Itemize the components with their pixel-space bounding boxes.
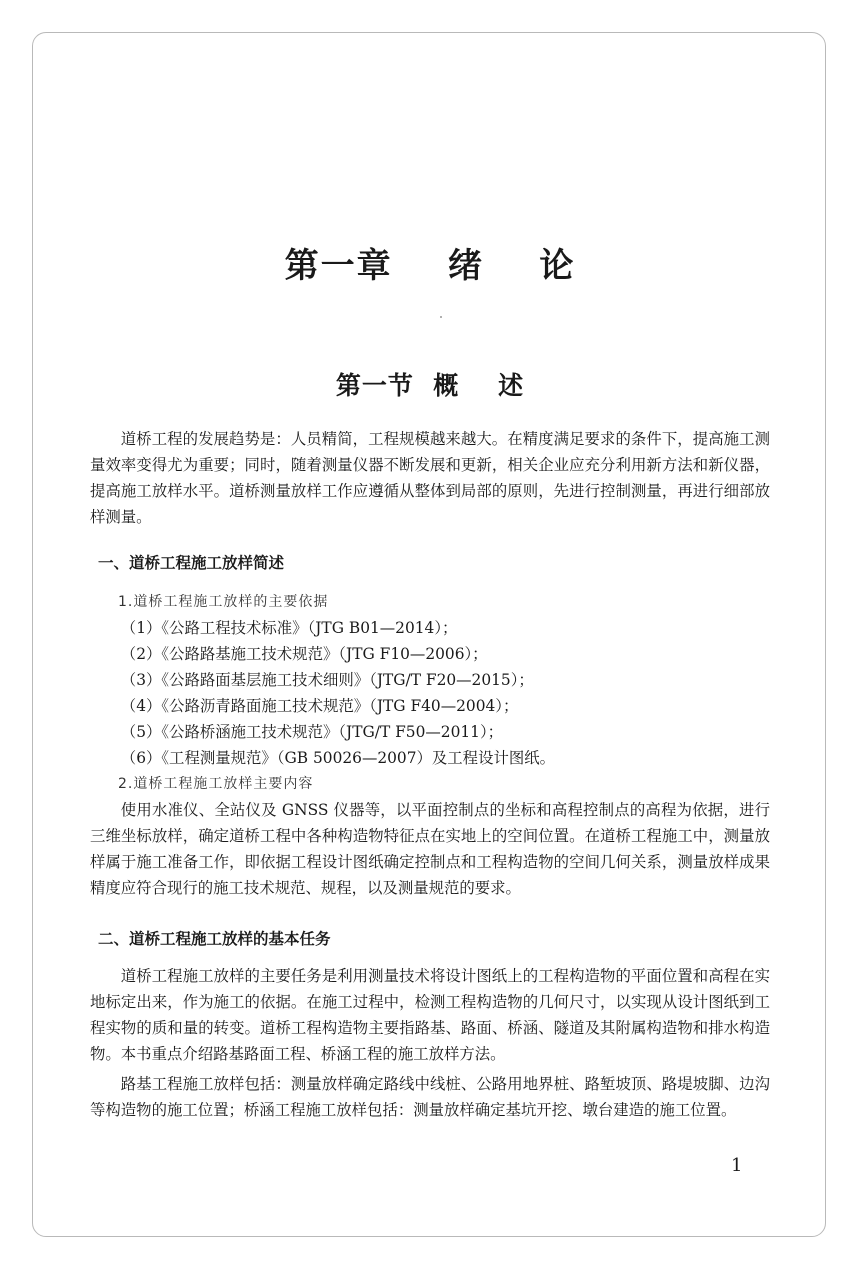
intro-block xyxy=(90,426,770,530)
basis-item: （5）《公路桥涵施工技术规范》（JTG/T F50—2011）； xyxy=(120,723,504,741)
basis-item: （4）《公路沥青路面施工技术规范》（JTG F40—2004）； xyxy=(120,697,519,715)
scan-speck xyxy=(440,316,442,318)
basis-item: （1）《公路工程技术标准》（JTG B01—2014）； xyxy=(120,619,458,637)
basis-item: （3）《公路路面基层施工技术细则》（JTG/T F20—2015）； xyxy=(120,671,534,689)
tasks-paragraph: 道桥工程施工放样的主要任务是利用测量技术将设计图纸上的工程构造物的平面位置和高程在实地标定出来，作为施工的依据。在施工过程中，检测工程构造物的几何尺寸，以实现从设计图纸到工程实物的质和量的转变。道桥工程构造物主要指路基、路面、桥涵、隧道及其附属构造物和排水构造物。本书重点介绍路基路面工程、桥涵工程的施工放样方法。 xyxy=(90,967,770,1063)
intro-paragraph: 道桥工程的发展趋势是：人员精简，工程规模越来越大。在精度满足要求的条件下，提高施工测量效率变得尤为重要；同时，随着测量仪器不断发展和更新，相关企业应充分利用新方法和新仪器，提高施工放样水平。道桥测量放样工作应遵循从整体到局部的原则，先进行控制测量，再进行细部放样测量。 xyxy=(90,430,770,526)
basis-item: （6）《工程测量规范》（GB 50026—2007）及工程设计图纸。 xyxy=(120,749,556,767)
part2-heading: 二、道桥工程施工放样的基本任务 xyxy=(98,930,331,948)
page-number: 1 xyxy=(731,1155,743,1176)
basis-block xyxy=(90,589,770,901)
basis-item: （2）《公路路基施工技术规范》（JTG F10—2006）； xyxy=(120,645,488,663)
basis-subtitle: 1.道桥工程施工放样的主要依据 xyxy=(118,594,329,610)
subgrade-paragraph: 路基工程施工放样包括：测量放样确定路线中线桩、公路用地界桩、路堑坡顶、路堤坡脚、边沟等构造物的施工位置；桥涵工程施工放样包括：测量放样确定基坑开挖、墩台建造的施工位置。 xyxy=(90,1075,770,1119)
section-title: 第一节 概 述 xyxy=(335,371,525,400)
content-subtitle: 2.道桥工程施工放样主要内容 xyxy=(118,776,314,792)
tasks-block xyxy=(90,963,770,1123)
content-paragraph: 使用水准仪、全站仪及 GNSS 仪器等，以平面控制点的坐标和高程控制点的高程为依据，进行三维坐标放样，确定道桥工程中各种构造物特征点在实地上的空间位置。在道桥工程施工中，测量放样属于施工准备工作，即依据工程设计图纸确定控制点和工程构造物的空间几何关系，测量放样成果精度应符合现行的施工技术规范、规程，以及测量规范的要求。 xyxy=(90,801,770,897)
chapter-title: 第一章 绪 论 xyxy=(284,246,576,286)
part1-heading: 一、道桥工程施工放样简述 xyxy=(98,554,285,572)
